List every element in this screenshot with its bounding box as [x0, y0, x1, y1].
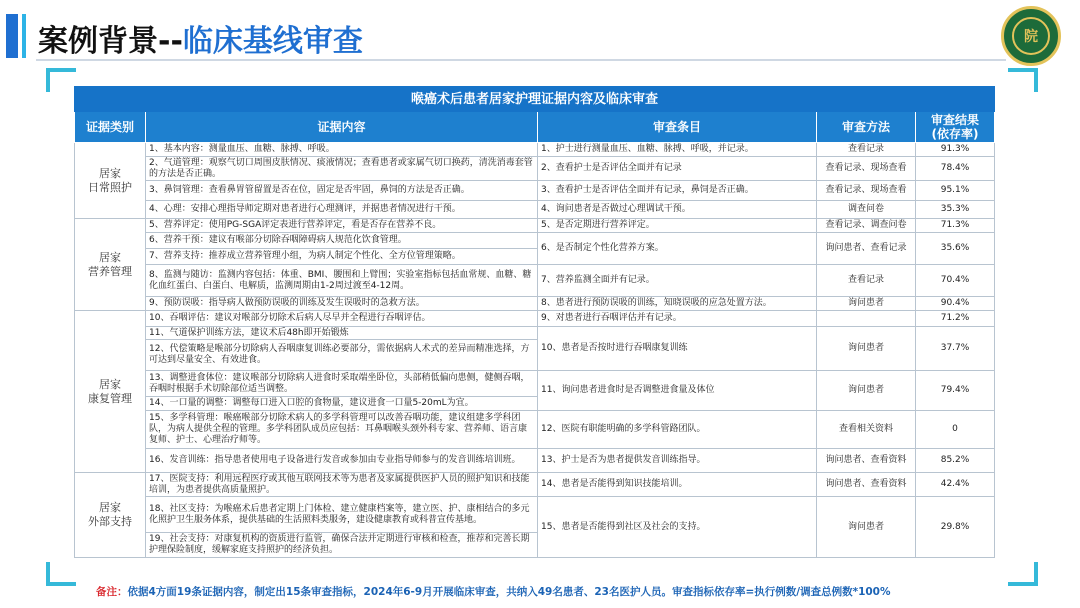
title-divider — [36, 59, 1006, 61]
table-row — [75, 265, 995, 297]
page-title — [38, 16, 363, 60]
column-header-result-line2: (依存率) — [931, 127, 979, 141]
evidence-cell: 8、监测与随访：监测内容包括：体重、BMI、腰围和上臂围；实验室指标包括血常规、血糖、糖化血红蛋白、白蛋白、电解质，监测周期由1-2周过渡至4-12周。 — [146, 265, 538, 297]
method-cell: 询问患者 — [817, 371, 916, 411]
audit-item-cell: 1、护士进行测量血压、血糖、脉搏、呼吸，并记录。 — [538, 143, 817, 157]
result-cell: 37.7% — [916, 327, 995, 371]
result-cell: 35.6% — [916, 233, 995, 265]
audit-item-cell: 11、询问患者进食时是否调整进食量及体位 — [538, 371, 817, 411]
table-caption-row — [75, 87, 995, 112]
audit-item-cell: 14、患者是否能得到知识技能培训。 — [538, 473, 817, 497]
table-row — [75, 181, 995, 201]
category-daily-care: 居家 日常照护 — [75, 143, 146, 219]
page-title-main: 案例背景-- — [38, 24, 183, 59]
result-cell: 29.8% — [916, 497, 995, 558]
evidence-cell: 1、基本内容：测量血压、血糖、脉搏、呼吸。 — [146, 143, 538, 157]
evidence-cell: 18、社区支持：为喉癌术后患者定期上门体检、建立健康档案等，建立医、护、康相结合的多元化照护卫生服务体系，提供基础的生活照料类服务，建设健康教育或科普宣传基地。 — [146, 497, 538, 533]
evidence-cell: 19、社会支持：对康复机构的资质进行监管，确保合法并定期进行审核和检查，推荐和完善长期护理保险制度，缓解家庭支持照护的经济负担。 — [146, 533, 538, 558]
table-header-row — [75, 112, 995, 143]
audit-item-cell: 12、医院有职能明确的多学科管路团队。 — [538, 411, 817, 449]
method-cell: 查看记录、调查问卷 — [817, 219, 916, 233]
audit-item-cell: 4、询问患者是否做过心理调试干预。 — [538, 201, 817, 219]
hospital-logo — [1001, 6, 1061, 66]
result-cell: 79.4% — [916, 371, 995, 411]
result-cell: 0 — [916, 411, 995, 449]
evidence-cell: 5、营养评定：使用PG-SGA评定表进行营养评定，看是否存在营养不良。 — [146, 219, 538, 233]
table-row — [75, 411, 995, 449]
method-cell: 询问患者、查看资料 — [817, 473, 916, 497]
table-row — [75, 297, 995, 311]
method-cell: 询问患者 — [817, 297, 916, 311]
column-header-method: 审查方法 — [817, 112, 916, 143]
method-cell: 询问患者、查看记录 — [817, 233, 916, 265]
method-cell: 调查问卷 — [817, 201, 916, 219]
method-cell: 询问患者 — [817, 497, 916, 558]
category-nutrition: 居家 营养管理 — [75, 219, 146, 311]
method-cell — [817, 311, 916, 327]
result-cell: 85.2% — [916, 449, 995, 473]
evidence-cell: 2、气道管理：观察气切口周围皮肤情况、痰液情况；查看患者或家属气切口换药，清洗消毒套管的方法是否正确。 — [146, 157, 538, 181]
audit-item-cell: 9、对患者进行吞咽评估并有记录。 — [538, 311, 817, 327]
result-cell: 71.2% — [916, 311, 995, 327]
table-row — [75, 371, 995, 397]
method-cell: 查看记录、现场查看 — [817, 157, 916, 181]
result-cell: 71.3% — [916, 219, 995, 233]
title-accent-bar-thin — [22, 14, 26, 58]
method-cell: 查看记录 — [817, 265, 916, 297]
table-row — [75, 449, 995, 473]
column-header-result — [916, 112, 995, 143]
footer-note-label: 备注： — [96, 586, 128, 598]
audit-table — [74, 86, 995, 558]
evidence-cell: 13、调整进食体位：建议喉部分切除病人进食时采取端坐卧位，头部稍低偏向患侧，健侧吞咽，吞咽时根据手术切除部位适当调整。 — [146, 371, 538, 397]
column-header-audit-item: 审查条目 — [538, 112, 817, 143]
result-cell: 42.4% — [916, 473, 995, 497]
table-row — [75, 497, 995, 533]
evidence-cell: 4、心理：安排心理指导师定期对患者进行心理测评，并据患者情况进行干预。 — [146, 201, 538, 219]
result-cell: 78.4% — [916, 157, 995, 181]
audit-item-cell: 15、患者是否能得到社区及社会的支持。 — [538, 497, 817, 558]
table-row — [75, 327, 995, 340]
column-header-category: 证据类别 — [75, 112, 146, 143]
audit-item-cell: 13、护士是否为患者提供发音训练指导。 — [538, 449, 817, 473]
title-accent-bar — [6, 14, 18, 58]
result-cell: 91.3% — [916, 143, 995, 157]
method-cell: 询问患者、查看资料 — [817, 449, 916, 473]
result-cell: 90.4% — [916, 297, 995, 311]
audit-item-cell: 3、查看护士是否评估全面并有记录，鼻饲是否正确。 — [538, 181, 817, 201]
corner-bracket-bottom-left — [46, 562, 76, 586]
method-cell: 查看相关资料 — [817, 411, 916, 449]
evidence-cell: 3、鼻饲管理：查看鼻胃管留置是否在位，固定是否牢固，鼻饲的方法是否正确。 — [146, 181, 538, 201]
method-cell: 询问患者 — [817, 327, 916, 371]
result-cell: 35.3% — [916, 201, 995, 219]
evidence-cell: 15、多学科管理：喉癌喉部分切除术病人的多学科管理可以改善吞咽功能，建议组建多学科团队，为病人提供全程的管理。多学科团队成员应包括：耳鼻咽喉头颈外科专家、营养师、语言康复师、护士、心理治疗师等。 — [146, 411, 538, 449]
footer-note — [96, 584, 891, 599]
method-cell: 查看记录 — [817, 143, 916, 157]
hospital-logo-emblem: 院 — [1012, 17, 1050, 55]
column-header-evidence: 证据内容 — [146, 112, 538, 143]
audit-item-cell: 8、患者进行预防误吸的训练，知晓误吸的应急处置方法。 — [538, 297, 817, 311]
audit-item-cell: 5、是否定期进行营养评定。 — [538, 219, 817, 233]
result-cell: 95.1% — [916, 181, 995, 201]
evidence-cell: 16、发音训练：指导患者使用电子设备进行发音或参加由专业指导师参与的发音训练培训班。 — [146, 449, 538, 473]
table-row — [75, 201, 995, 219]
evidence-cell: 7、营养支持：推荐成立营养管理小组，为病人制定个性化、全方位管理策略。 — [146, 249, 538, 265]
column-header-result-line1: 审查结果 — [931, 113, 980, 127]
category-external-support: 居家 外部支持 — [75, 473, 146, 558]
table-row — [75, 311, 995, 327]
evidence-cell: 11、气道保护训练方法，建议术后48h即开始锻炼 — [146, 327, 538, 340]
footer-note-text: 依据4方面19条证据内容，制定出15条审查指标，2024年6-9月开展临床审查，共纳入49名患者、23名医护人员。审查指标依存率=执行例数/调查总例数*100% — [127, 586, 891, 598]
table-row — [75, 233, 995, 249]
corner-bracket-top-left — [46, 68, 76, 92]
audit-item-cell: 7、营养监测全面并有记录。 — [538, 265, 817, 297]
page-title-sub: 临床基线审查 — [182, 24, 363, 59]
corner-bracket-top-right — [1008, 68, 1038, 92]
table-row — [75, 219, 995, 233]
evidence-cell: 14、一口量的调整：调整每口进入口腔的食物量，建议进食一口量5-20mL为宜。 — [146, 397, 538, 411]
evidence-cell: 6、营养干预：建议有喉部分切除吞咽障碍病人规范化饮食管理。 — [146, 233, 538, 249]
audit-item-cell: 6、是否制定个性化营养方案。 — [538, 233, 817, 265]
table-row — [75, 143, 995, 157]
evidence-cell: 12、代偿策略是喉部分切除病人吞咽康复训练必要部分，需依据病人术式的差异而精准选择，方可达到尽量安全、有效进食。 — [146, 340, 538, 371]
table-row — [75, 157, 995, 181]
evidence-cell: 17、医院支持：利用远程医疗或其他互联网技术等为患者及家属提供医护人员的照护知识和技能培训，为患者提供高质量照护。 — [146, 473, 538, 497]
evidence-cell: 9、预防误吸：指导病人做预防误吸的训练及发生误吸时的急救方法。 — [146, 297, 538, 311]
table-caption: 喉癌术后患者居家护理证据内容及临床审查 — [75, 87, 995, 112]
table-row — [75, 473, 995, 497]
result-cell: 70.4% — [916, 265, 995, 297]
evidence-cell: 10、吞咽评估：建议对喉部分切除术后病人尽早并全程进行吞咽评估。 — [146, 311, 538, 327]
audit-item-cell: 10、患者是否按时进行吞咽康复训练 — [538, 327, 817, 371]
audit-item-cell: 2、查看护士是否评估全面并有记录 — [538, 157, 817, 181]
method-cell: 查看记录、现场查看 — [817, 181, 916, 201]
corner-bracket-bottom-right — [1008, 562, 1038, 586]
category-rehab: 居家 康复管理 — [75, 311, 146, 473]
